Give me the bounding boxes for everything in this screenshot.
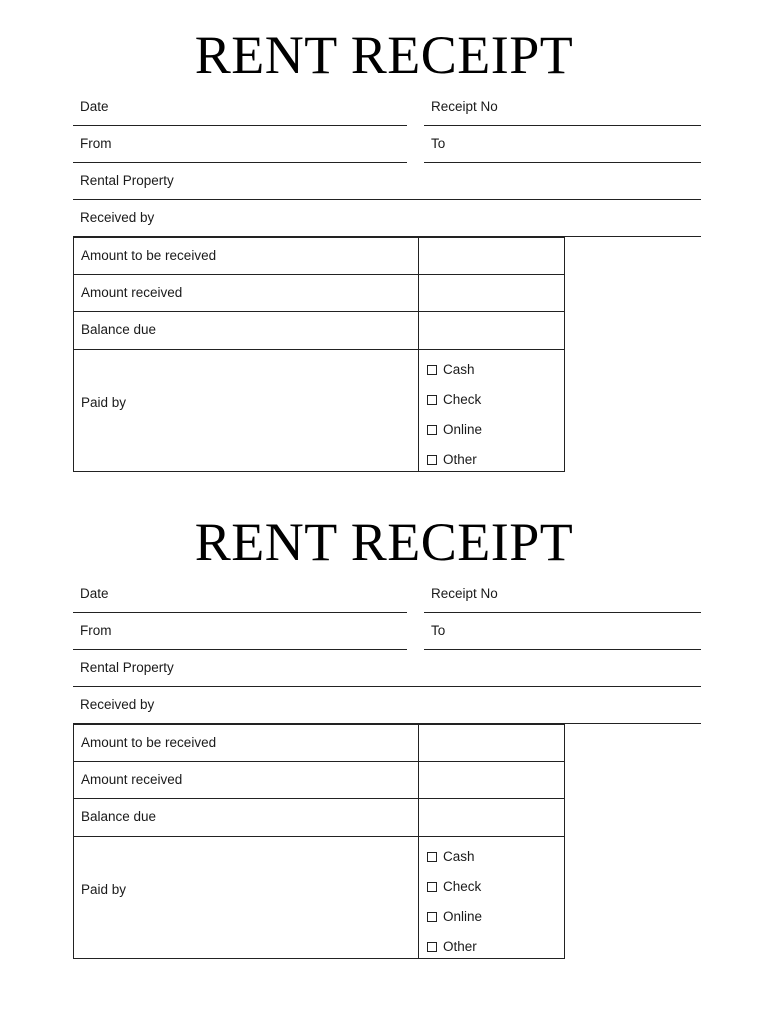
checkbox-icon[interactable] xyxy=(427,365,437,375)
amount-to-be-received-label: Amount to be received xyxy=(81,248,217,263)
receipt-no-label: Receipt No xyxy=(431,586,498,601)
received-by-label: Received by xyxy=(80,697,155,712)
amount-received-label: Amount received xyxy=(81,285,183,300)
to-label: To xyxy=(431,136,446,151)
checkbox-icon[interactable] xyxy=(427,942,437,952)
balance-due-label: Balance due xyxy=(81,809,157,824)
receipt-no-field[interactable] xyxy=(424,576,701,613)
rental-property-field[interactable] xyxy=(73,163,701,200)
option-check-label: Check xyxy=(443,392,482,407)
amount-table xyxy=(73,724,565,959)
option-online[interactable] xyxy=(427,422,482,438)
receipt-no-label: Receipt No xyxy=(431,99,498,114)
option-other-label: Other xyxy=(443,452,477,467)
table-row-balance-due xyxy=(74,799,564,837)
rent-receipt-1 xyxy=(0,0,768,480)
from-field[interactable] xyxy=(73,613,407,650)
to-field[interactable] xyxy=(424,613,701,650)
option-cash[interactable] xyxy=(427,362,475,378)
rent-receipt-2 xyxy=(0,487,768,967)
table-row-balance-due xyxy=(74,312,564,350)
date-field[interactable] xyxy=(73,89,407,126)
to-field[interactable] xyxy=(424,126,701,163)
table-row-amount-received xyxy=(74,762,564,799)
date-label: Date xyxy=(80,586,109,601)
option-check[interactable] xyxy=(427,392,481,408)
rental-property-label: Rental Property xyxy=(80,173,174,188)
rental-property-label: Rental Property xyxy=(80,660,174,675)
option-online[interactable] xyxy=(427,909,482,925)
receipt-title: RENT RECEIPT xyxy=(194,512,574,572)
checkbox-icon[interactable] xyxy=(427,852,437,862)
receipt-no-field[interactable] xyxy=(424,89,701,126)
from-label: From xyxy=(80,136,112,151)
receipt-title: RENT RECEIPT xyxy=(194,25,574,85)
checkbox-icon[interactable] xyxy=(427,425,437,435)
table-row-amount-to-be-received xyxy=(74,725,564,762)
option-other[interactable] xyxy=(427,452,477,468)
date-label: Date xyxy=(80,99,109,114)
paid-by-label: Paid by xyxy=(81,395,127,410)
from-field[interactable] xyxy=(73,126,407,163)
option-check[interactable] xyxy=(427,879,481,895)
from-label: From xyxy=(80,623,112,638)
table-row-paid-by xyxy=(74,837,564,958)
received-by-field[interactable] xyxy=(73,200,701,237)
option-other[interactable] xyxy=(427,939,477,955)
option-cash-label: Cash xyxy=(443,362,475,377)
received-by-field[interactable] xyxy=(73,687,701,724)
table-row-paid-by xyxy=(74,350,564,471)
checkbox-icon[interactable] xyxy=(427,455,437,465)
option-check-label: Check xyxy=(443,879,482,894)
checkbox-icon[interactable] xyxy=(427,395,437,405)
received-by-label: Received by xyxy=(80,210,155,225)
balance-due-label: Balance due xyxy=(81,322,157,337)
option-other-label: Other xyxy=(443,939,477,954)
option-online-label: Online xyxy=(443,422,483,437)
checkbox-icon[interactable] xyxy=(427,882,437,892)
table-row-amount-to-be-received xyxy=(74,238,564,275)
table-row-amount-received xyxy=(74,275,564,312)
to-label: To xyxy=(431,623,446,638)
checkbox-icon[interactable] xyxy=(427,912,437,922)
amount-table xyxy=(73,237,565,472)
rental-property-field[interactable] xyxy=(73,650,701,687)
paid-by-label: Paid by xyxy=(81,882,127,897)
date-field[interactable] xyxy=(73,576,407,613)
option-cash[interactable] xyxy=(427,849,475,865)
amount-to-be-received-label: Amount to be received xyxy=(81,735,217,750)
option-cash-label: Cash xyxy=(443,849,475,864)
amount-received-label: Amount received xyxy=(81,772,183,787)
option-online-label: Online xyxy=(443,909,483,924)
